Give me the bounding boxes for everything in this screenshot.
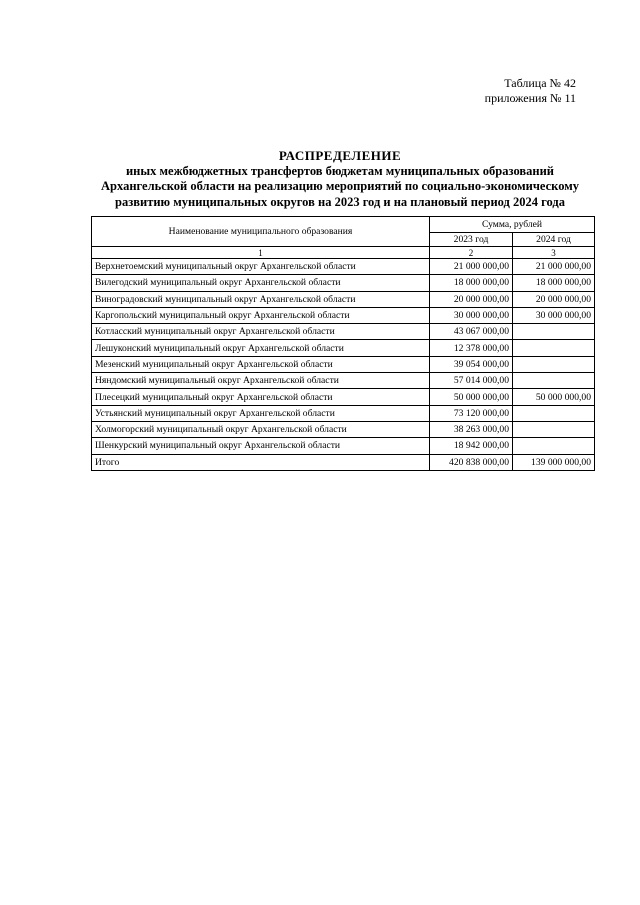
amount-2023: 39 054 000,00 (430, 356, 513, 372)
column-numbers-row (92, 247, 595, 259)
distribution-table (91, 216, 595, 471)
amount-2024 (513, 405, 595, 421)
header-name: Наименование муниципального образования (92, 217, 430, 247)
amount-2024 (513, 356, 595, 372)
amount-2024: 30 000 000,00 (513, 307, 595, 323)
municipality-name: Вилегодский муниципальный округ Архангельской области (92, 275, 430, 291)
table-header-row (92, 217, 595, 233)
amount-2023: 21 000 000,00 (430, 259, 513, 275)
table-row (92, 421, 595, 437)
header-year-2023: 2023 год (430, 233, 513, 247)
appendix-reference (485, 76, 576, 106)
table-row (92, 275, 595, 291)
table-row (92, 356, 595, 372)
municipality-name: Няндомский муниципальный округ Архангельской области (92, 373, 430, 389)
amount-2023: 12 378 000,00 (430, 340, 513, 356)
total-2023: 420 838 000,00 (430, 454, 513, 470)
title-line-1: иных межбюджетных трансфертов бюджетам муниципальных образований (125, 163, 555, 178)
amount-2023: 30 000 000,00 (430, 307, 513, 323)
total-2024: 139 000 000,00 (513, 454, 595, 470)
municipality-name: Лешуконский муниципальный округ Архангельской области (92, 340, 430, 356)
title-heading: РАСПРЕДЕЛЕНИЕ (278, 148, 402, 163)
column-number-2: 2 (430, 247, 513, 259)
table-row (92, 291, 595, 307)
municipality-name: Виноградовский муниципальный округ Архангельской области (92, 291, 430, 307)
table-row (92, 340, 595, 356)
amount-2024: 50 000 000,00 (513, 389, 595, 405)
amount-2024: 21 000 000,00 (513, 259, 595, 275)
amount-2024 (513, 340, 595, 356)
amount-2024 (513, 324, 595, 340)
table-row (92, 389, 595, 405)
appendix-number: приложения № 11 (484, 91, 576, 105)
table-row (92, 438, 595, 454)
total-row (92, 454, 595, 470)
appendix-table-number: Таблица № 42 (504, 76, 576, 90)
total-label: Итого (92, 454, 430, 470)
amount-2024 (513, 438, 595, 454)
header-sum: Сумма, рублей (430, 217, 595, 233)
amount-2023: 43 067 000,00 (430, 324, 513, 340)
amount-2023: 50 000 000,00 (430, 389, 513, 405)
title-line-3: развитию муниципальных округов на 2023 год и на плановый период 2024 года (115, 194, 565, 209)
table-row (92, 373, 595, 389)
amount-2023: 20 000 000,00 (430, 291, 513, 307)
municipality-name: Мезенский муниципальный округ Архангельской области (92, 356, 430, 372)
amount-2024 (513, 421, 595, 437)
amount-2024: 18 000 000,00 (513, 275, 595, 291)
table-row (92, 324, 595, 340)
municipality-name: Плесецкий муниципальный округ Архангельской области (92, 389, 430, 405)
municipality-name: Каргопольский муниципальный округ Архангельской области (92, 307, 430, 323)
amount-2023: 57 014 000,00 (430, 373, 513, 389)
document-title (80, 148, 600, 210)
table-row (92, 259, 595, 275)
municipality-name: Устьянский муниципальный округ Архангельской области (92, 405, 430, 421)
table-row (92, 307, 595, 323)
column-number-3: 3 (513, 247, 595, 259)
amount-2024 (513, 373, 595, 389)
amount-2023: 18 942 000,00 (430, 438, 513, 454)
municipality-name: Шенкурский муниципальный округ Архангельской области (92, 438, 430, 454)
amount-2024: 20 000 000,00 (513, 291, 595, 307)
table-row (92, 405, 595, 421)
title-line-2: Архангельской области на реализацию мероприятий по социально-экономическому (101, 179, 579, 193)
municipality-name: Холмогорский муниципальный округ Архангельской области (92, 421, 430, 437)
header-year-2024: 2024 год (513, 233, 595, 247)
amount-2023: 38 263 000,00 (430, 421, 513, 437)
amount-2023: 73 120 000,00 (430, 405, 513, 421)
municipality-name: Верхнетоемский муниципальный округ Архангельской области (92, 259, 430, 275)
amount-2023: 18 000 000,00 (430, 275, 513, 291)
column-number-1: 1 (92, 247, 430, 259)
municipality-name: Котласский муниципальный округ Архангельской области (92, 324, 430, 340)
